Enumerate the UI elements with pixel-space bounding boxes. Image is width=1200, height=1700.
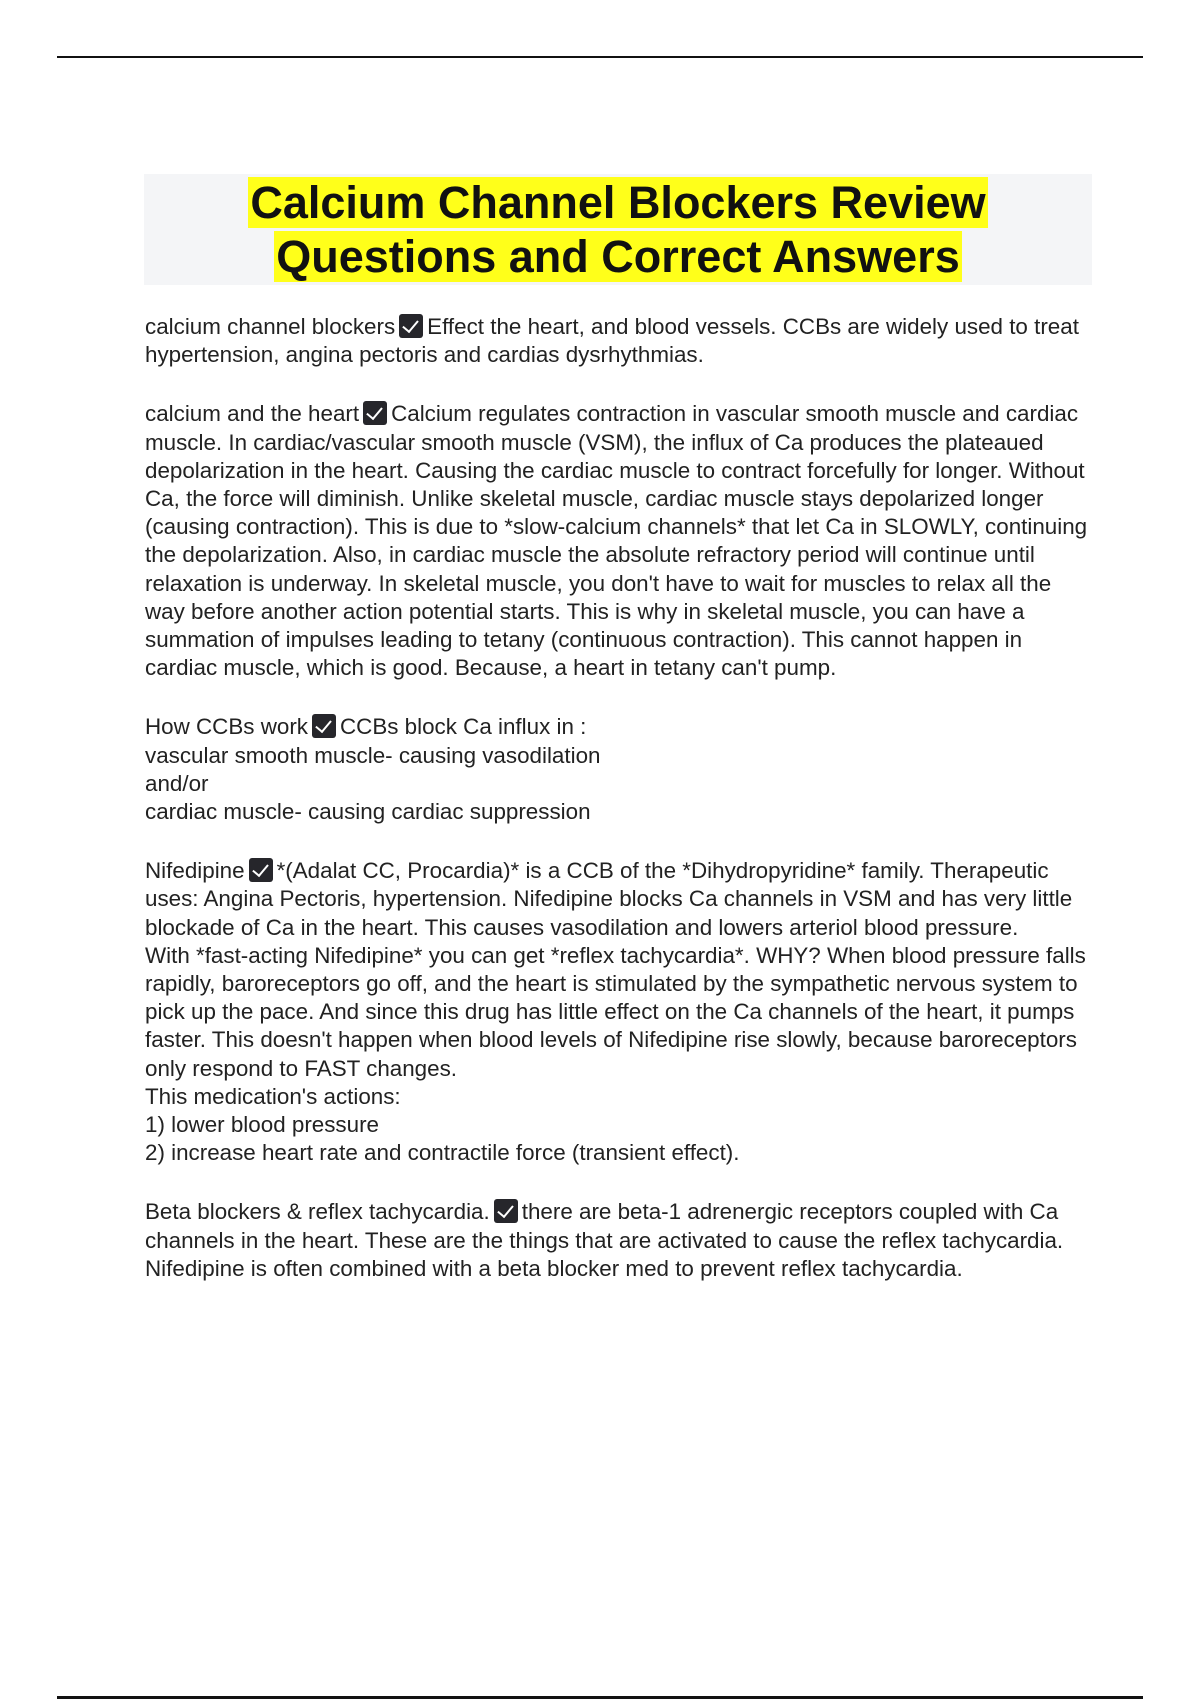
qa-answer-line: and/or <box>145 770 209 796</box>
qa-answer-line: vascular smooth muscle- causing vasodilation <box>145 742 601 768</box>
check-icon <box>312 714 336 738</box>
qa-answer: there are beta-1 adrenergic receptors coupled with Ca channels in the heart. These are the things that are activated to cause the reflex tachycardia. Nifedipine is often combined with a beta blocker med to prevent reflex tachycardia. <box>145 1199 1064 1281</box>
title-line-1: Calcium Channel Blockers Review <box>250 177 986 228</box>
title-band <box>144 174 1092 285</box>
qa-answer: Effect the heart, and blood vessels. CCBs are widely used to treat hypertension, angina pectoris and cardias dysrhythmias. <box>145 314 1079 368</box>
check-icon <box>399 314 423 338</box>
top-rule <box>57 56 1143 58</box>
bottom-rule <box>57 1696 1143 1699</box>
qa-term: calcium channel blockers <box>145 314 396 339</box>
qa-item-calcium-channel-blockers <box>145 313 1095 369</box>
qa-answer-line: 1) lower blood pressure <box>145 1112 379 1138</box>
check-icon <box>363 401 387 425</box>
qa-list <box>145 313 1095 1314</box>
qa-term: calcium and the heart <box>145 401 360 427</box>
qa-answer-line: 2) increase heart rate and contractile force (transient effect). <box>145 1140 740 1166</box>
qa-answer: Calcium regulates contraction in vascular smooth muscle and cardiac muscle. In cardiac/vascular smooth muscle (VSM), the influx of Ca produces the plateaued depolarization in the heart. Causing the cardiac muscle to contract forcefully for longer. Without Ca, the force will diminish. Unlike skeletal muscle, cardiac muscle stays depolarized longer (causing contraction). This is due to *slow-calcium channels* that let Ca in SLOWLY, continuing the depolarization. Also, in cardiac muscle the absolute refractory period will continue until relaxation is underway. In skeletal muscle, you don't have to wait for muscles to relax all the way before another action potential starts. This is why in skeletal muscle, you can have a summation of impulses leading to tetany (continuous contraction). This cannot happen in cardiac muscle, which is good. Because, a heart in tetany can't pump. <box>145 401 1088 681</box>
qa-answer-line: cardiac muscle- causing cardiac suppression <box>145 799 591 825</box>
qa-answer: *(Adalat CC, Procardia)* is a CCB of the *Dihydropyridine* family. Therapeutic uses: Angina Pectoris, hypertension. Nifedipine blocks Ca channels in VSM and has very little blockade of Ca in the heart. This causes vasodilation and lowers arteriol blood pressure. <box>145 858 1073 940</box>
check-icon <box>494 1199 518 1223</box>
qa-term: Nifedipine <box>145 858 245 884</box>
qa-item-beta-blockers <box>145 1198 1095 1283</box>
document-title <box>144 174 1092 284</box>
qa-item-how-ccbs-work <box>145 713 1095 826</box>
qa-item-nifedipine <box>145 857 1095 1167</box>
check-icon <box>249 858 273 882</box>
qa-item-calcium-and-the-heart <box>145 400 1095 682</box>
qa-answer-line: With *fast-acting Nifedipine* you can get *reflex tachycardia*. WHY? When blood pressure falls rapidly, baroreceptors go off, and the heart is stimulated by the sympathetic nervous system to pick up the pace. And since this drug has little effect on the Ca channels of the heart, it pumps faster. This doesn't happen when blood levels of Nifedipine rise slowly, because baroreceptors only respond to FAST changes. <box>145 942 1086 1081</box>
qa-term: How CCBs work <box>145 714 308 740</box>
qa-answer-line: This medication's actions: <box>145 1083 401 1109</box>
qa-term: Beta blockers & reflex tachycardia. <box>145 1199 490 1225</box>
title-line-2: Questions and Correct Answers <box>276 231 960 282</box>
qa-answer: CCBs block Ca influx in : <box>339 714 587 740</box>
